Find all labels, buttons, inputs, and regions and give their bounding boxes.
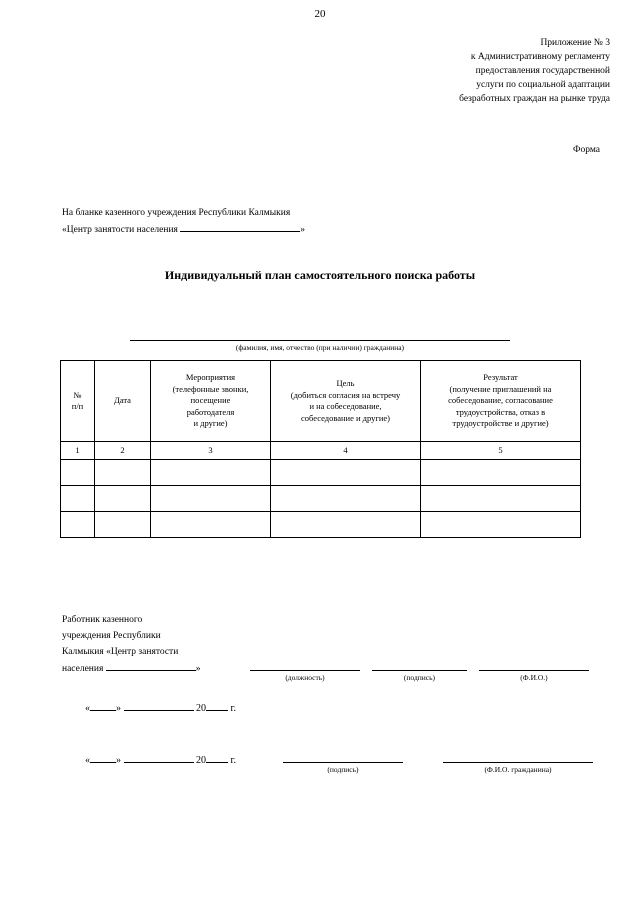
document-title: Индивидуальный план самостоятельного поиска работы — [164, 268, 476, 282]
column-number-5: 5 — [421, 442, 581, 460]
form-label: Форма — [572, 145, 600, 155]
table-cell — [421, 512, 581, 538]
signer-line-2: учреждения Республики — [62, 631, 161, 641]
letterhead-note-prefix: «Центр занятости населения — [62, 225, 178, 235]
column-number-1: 1 — [61, 442, 95, 460]
appendix-header-line-2: к Административному регламенту — [470, 52, 610, 62]
table-header-activities: Мероприятия (телефонные звонки, посещение работодателя и другие) — [151, 361, 271, 442]
table-cell — [151, 460, 271, 486]
date-year-suffix: г. — [230, 703, 236, 714]
date2-day-rule — [90, 752, 116, 763]
page-number: 20 — [314, 8, 326, 20]
appendix-header-line-4: услуги по социальной адаптации — [476, 80, 610, 90]
appendix-header-line-5: безработных граждан на рынке труда — [459, 94, 610, 104]
table-cell — [61, 512, 95, 538]
date2-year-prefix: 20 — [196, 755, 206, 766]
signer-line-4-prefix: населения — [62, 664, 104, 674]
letterhead-note — [62, 205, 305, 238]
table-cell — [421, 486, 581, 512]
signature-caption: (подпись) — [403, 673, 436, 682]
table-cell — [151, 486, 271, 512]
table-column-numbers-row — [61, 442, 581, 460]
table-header-date: Дата — [95, 361, 151, 442]
signer-line-4-suffix: » — [195, 664, 201, 674]
signature-rule — [372, 660, 467, 671]
signer-fill-rule — [106, 660, 196, 671]
position-slot — [250, 660, 360, 682]
citizen-fio-field — [130, 330, 510, 352]
signature-slot — [372, 660, 467, 682]
citizen-fio-caption: (фамилия, имя, отчество (при наличии) гражданина) — [235, 343, 405, 352]
table-row — [61, 486, 581, 512]
appendix-header-line-1: Приложение № 3 — [540, 38, 610, 48]
date-quote-close: » — [116, 703, 121, 714]
citizen-fio-rule — [130, 330, 510, 341]
table-row — [61, 460, 581, 486]
table-row — [61, 512, 581, 538]
fio-rule — [479, 660, 589, 671]
date2-year-suffix: г. — [230, 755, 236, 766]
citizen-signature-slot — [283, 752, 403, 774]
table-header-row — [61, 361, 581, 442]
citizen-fio-slot — [443, 752, 593, 774]
signature-slots-row-1 — [250, 660, 590, 682]
table-cell — [271, 460, 421, 486]
table-cell — [95, 512, 151, 538]
fio-caption: (Ф.И.О.) — [520, 673, 548, 682]
column-number-3: 3 — [151, 442, 271, 460]
citizen-signature-rule — [283, 752, 403, 763]
table-cell — [271, 512, 421, 538]
letterhead-note-line-1: На бланке казенного учреждения Республики Калмыкия — [62, 208, 291, 218]
plan-table — [60, 360, 581, 538]
date-quote-open: « — [85, 703, 90, 714]
date2-quote-close: » — [116, 755, 121, 766]
signer-line-4 — [62, 660, 200, 677]
position-rule — [250, 660, 360, 671]
table-header-goal: Цель (добиться согласия на встречу и на собеседование, собеседование и другие) — [271, 361, 421, 442]
citizen-fio-rule-2 — [443, 752, 593, 763]
letterhead-note-suffix: » — [300, 225, 306, 235]
signer-line-3: Калмыкия «Центр занятости — [62, 647, 179, 657]
date-month-rule — [124, 700, 194, 711]
column-number-4: 4 — [271, 442, 421, 460]
date2-year-rule — [206, 752, 228, 763]
position-caption: (должность) — [285, 673, 325, 682]
citizen-fio-caption-2: (Ф.И.О. гражданина) — [484, 765, 552, 774]
column-number-2: 2 — [95, 442, 151, 460]
table-cell — [151, 512, 271, 538]
letterhead-note-line-2 — [62, 221, 305, 238]
appendix-header-line-3: предоставления государственной — [475, 66, 610, 76]
date-year-rule — [206, 700, 228, 711]
date2-month-rule — [124, 752, 194, 763]
table-cell — [271, 486, 421, 512]
date-line-employee — [85, 700, 236, 714]
table-header-result: Результат (получение приглашений на собеседование, согласование трудоустройства, отказ в трудоустройстве и другие) — [421, 361, 581, 442]
appendix-header — [330, 36, 610, 106]
table-cell — [95, 460, 151, 486]
table-cell — [421, 460, 581, 486]
table-cell — [61, 486, 95, 512]
table-cell — [95, 486, 151, 512]
date2-quote-open: « — [85, 755, 90, 766]
date-day-rule — [90, 700, 116, 711]
table-header-num: № п/п — [61, 361, 95, 442]
signature-slots-row-2 — [283, 752, 613, 774]
signer-line-1: Работник казенного — [62, 615, 143, 625]
table-cell — [61, 460, 95, 486]
citizen-signature-caption: (подпись) — [327, 765, 359, 774]
date-line-citizen — [85, 752, 236, 766]
signer-block — [62, 612, 200, 677]
letterhead-fill-rule — [180, 221, 300, 232]
fio-slot — [479, 660, 589, 682]
date-year-prefix: 20 — [196, 703, 206, 714]
